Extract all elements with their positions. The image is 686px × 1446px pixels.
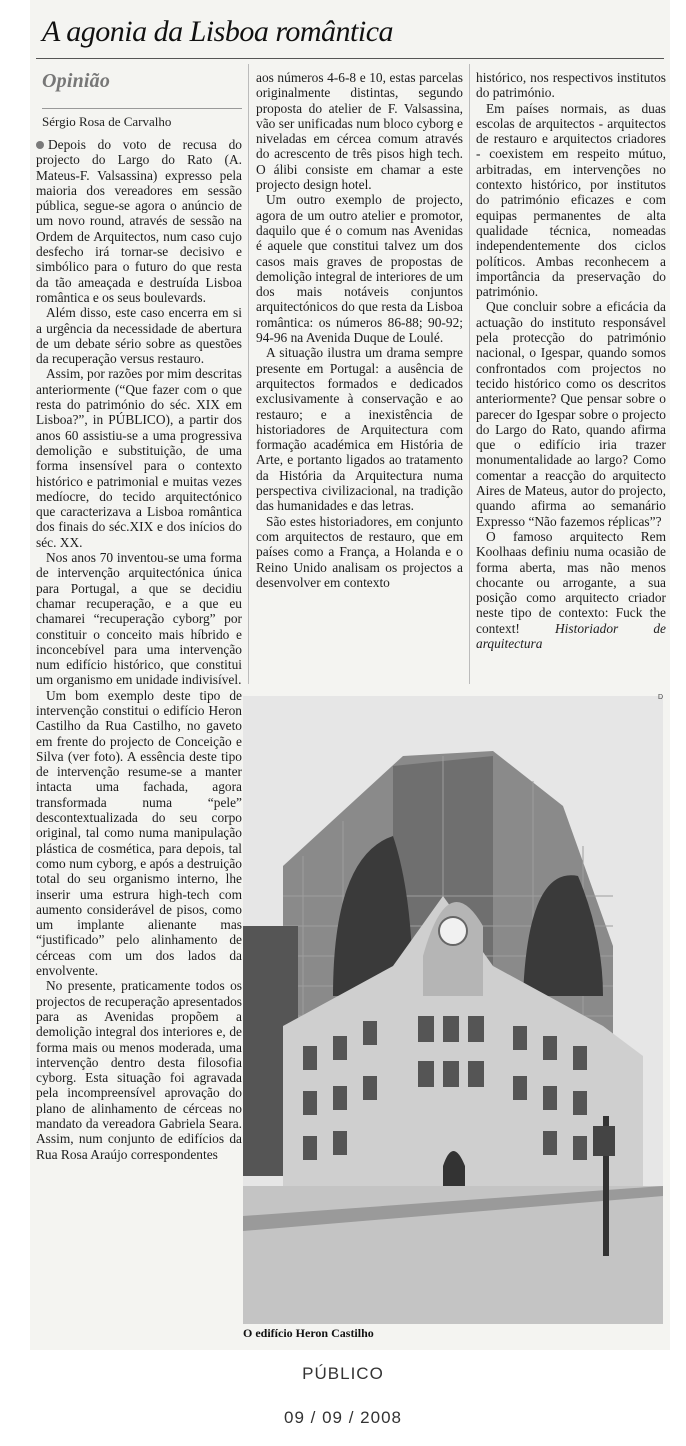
photo-caption: O edifício Heron Castilho xyxy=(243,1326,374,1340)
photo-credit: D xyxy=(658,694,664,701)
section-rule xyxy=(42,108,242,109)
publication-name: PÚBLICO xyxy=(302,1364,384,1383)
author-signoff: Historiador de arquitectura xyxy=(476,620,666,651)
paragraph: São estes historiadores, em conjunto com arquitectos de restauro, que em países como a França, a Holanda e o Reino Unido analisam os projectos a desenvolver em contexto xyxy=(256,513,463,590)
bullet-icon xyxy=(36,141,44,149)
headline-rule xyxy=(36,58,664,59)
article-column-3 xyxy=(476,70,666,651)
paragraph: histórico, nos respectivos institutos do património. xyxy=(476,70,666,101)
author-byline: Sérgio Rosa de Carvalho xyxy=(42,114,172,129)
paragraph: Que concluir sobre a eficácia da actuação do instituto responsável pela protecção do património nacional, o Igespar, quando somos confrontados com projectos no tecido histórico como os descritos anteriormente? Que pensar sobre o parecer do Igespar sobre o projecto do Largo do Rato, quando afirma que o edifício iria trazer monumentalidade ao largo? Como comentar a reacção do arquitecto Aires de Mateus, autor do projecto, quando afirma ao semanário Expresso “Não fazemos réplicas”? xyxy=(476,299,666,529)
paragraph: No presente, praticamente todos os projectos de recuperação apresentados para as Avenidas propõem a demolição integral dos interiores e, de forma mais ou menos moderada, uma intervenção dentro desta filosofia cyborg. Esta situação foi agravada pela incompreensível aprovação do plano de alinhamento de cérceas no mandato da vereadora Gabriela Seara. Assim, num conjunto de edifícios da Rua Rosa Araújo correspondentes xyxy=(36,978,242,1162)
paragraph: Um bom exemplo deste tipo de intervenção constitui o edifício Heron Castilho da Rua Castilho, no gaveto em frente do projecto de Conceição e Silva (ver foto). A essência deste tipo de intervenção resume-se a manter intacta uma fachada, agora transformada numa “pele” descontextualizada do seu corpo original, tal como numa manipulação plástica de cosmética, para depois, tal como num cyborg, e após a destruição total do seu organismo interno, lhe inserir uma estrura high-tech com aumento considerável de pisos, como um implante alienante mas “justificado” pelo alinhamento de cérceas com um dos lados da envolvente. xyxy=(36,687,242,979)
paragraph: Em países normais, as duas escolas de arquitectos - arquitectos de restauro e arquitectos criadores - coexistem em respeito mútuo, arbitradas, em intervenções no contexto histórico, por institutos do património eficazes e com equipas permanentes de alta qualidade técnica, nomeadas independentemente dos ciclos políticos. Ambas reconhecem a importância da preservação do património. xyxy=(476,100,666,300)
section-label: Opinião xyxy=(42,70,111,92)
paragraph: aos números 4-6-8 e 10, estas parcelas originalmente distintas, segundo proposta do atelier de F. Valsassina, vão ser unificadas num bloco cyborg e niveladas em cércea comum através do acrescento de três pisos high tech. O álibi consiste em chamar a este projecto design hotel. xyxy=(256,70,463,193)
article-column-1 xyxy=(36,137,242,1162)
article-column-2 xyxy=(256,70,463,590)
column-divider-2 xyxy=(469,64,470,684)
paragraph: A situação ilustra um drama sempre presente em Portugal: a ausência de arquitectos formados e dedicados exclusivamente à conservação e ao restauro; e a inexistência de historiadores de Arquitectura com formação académica em História de Arte, e portanto ligados ao tratamento da História da Arquitectura numa perspectiva civilizacional, na tradição das humanidades e das letras. xyxy=(256,345,463,514)
paragraph: O famoso arquitecto Rem Koolhaas definiu numa ocasião de forma aberta, mas não menos chocante ou arrogante, a sua posição como arquitecto criador neste tipo de contexto: Fuck the context! Historiador de arquitectura xyxy=(476,528,666,651)
publication-date: 09 / 09 / 2008 xyxy=(284,1408,402,1427)
paragraph: Além disso, este caso encerra em si a urgência da necessidade de abertura de um debate sério sobre as questões da recuperação versus restauro. xyxy=(36,305,242,367)
paragraph: Depois do voto de recusa do projecto do Largo do Rato (A. Mateus-F. Valsassina) expresso pela maioria dos vereadores em sessão pública, segue-se agora o anúncio de um novo round, através de sessão na Ordem de Arquitectos, num caso cujo desfecho irá tornar-se decisivo e simbólico para o futuro do que resta da tão ameaçada e destruída Lisboa romântica e os seus boulevards. xyxy=(36,137,242,305)
column-divider-1 xyxy=(248,64,249,684)
building-photo xyxy=(243,696,663,1324)
paragraph: Assim, por razões por mim descritas anteriormente (“Que fazer com o que resta do património do séc. XIX em Lisboa?”, in PÚBLICO), a partir dos anos 60 assistiu-se a uma progressiva demolição e substituição, de uma forma insensível para o contexto histórico e patrimonial e muitas vezes medíocre, do tecido arquitectónico que caracterizava a Lisboa romântica dos finais do séc.XIX e dos inícios do séc. XX. xyxy=(36,366,242,550)
paragraph: Um outro exemplo de projecto, agora de um outro atelier e promotor, daquilo que é o comum nas Avenidas é aquele que constitui talvez um dos casos mais graves de propostas de demolição integral de interiores de um dos mais notáveis conjuntos arquitectónicos do que resta da Lisboa romântica: os números 86-88; 90-92; 94-96 na Avenida Duque de Loulé. xyxy=(256,192,463,346)
article-headline: A agonia da Lisboa romântica xyxy=(42,15,394,48)
heron-castilho-illustration xyxy=(243,696,663,1324)
paragraph: Nos anos 70 inventou-se uma forma de intervenção arquitectónica única para Portugal, a que se decidiu chamar recuperação, e a que eu chamarei “recuperação cyborg” por constituir o conceito mais híbrido e inconcebível para uma intervenção num edifício histórico, que constitui um organismo em unidade indivisível. xyxy=(36,550,242,688)
